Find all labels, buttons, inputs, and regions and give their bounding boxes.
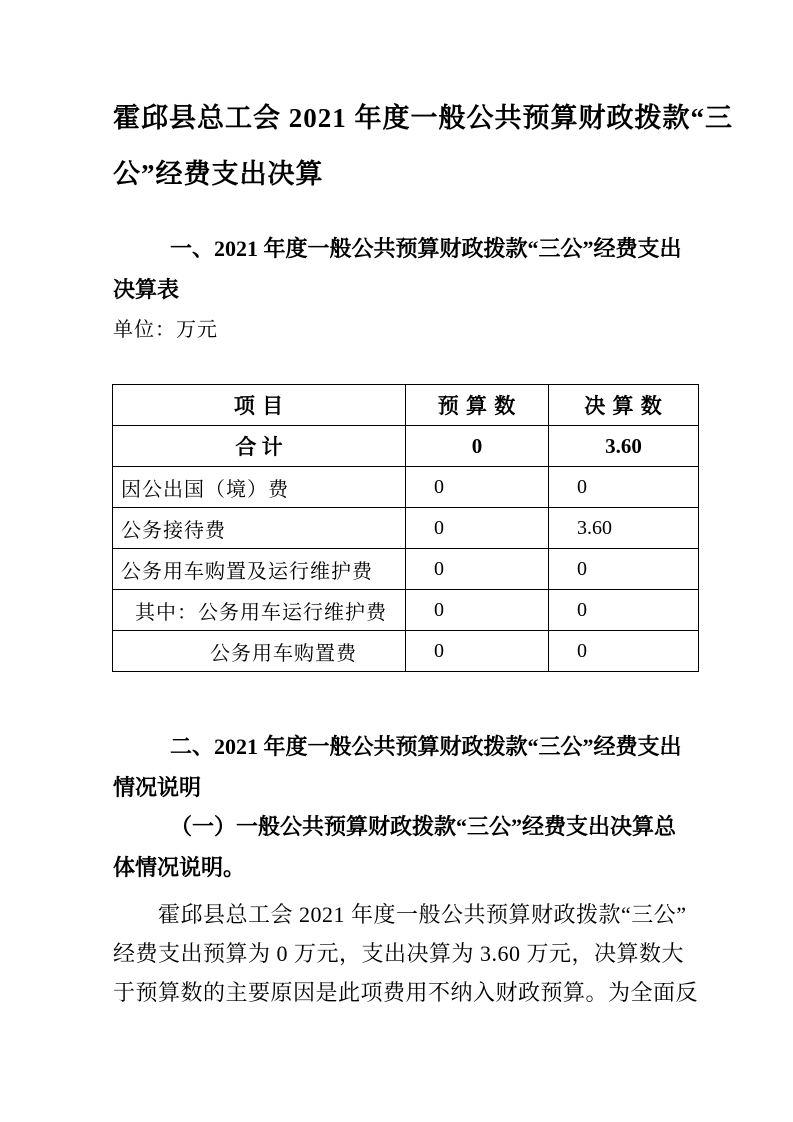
section2-paragraph [113,895,713,1012]
document-title-line-1: 霍邱县总工会 2021 年度一般公共预算财政拨款“三 [113,103,733,133]
section1-heading-line-2: 决算表 [113,277,180,302]
cell-budget-total: 0 [406,426,549,467]
cell-item-vehicle-total: 公务用车购置及运行维护费 [113,549,406,590]
table-row-vehicle-purchase [113,631,699,672]
cell-final-reception: 3.60 [549,508,699,549]
cell-budget-vehicle-purchase: 0 [406,631,549,672]
section2-subheading [113,806,713,888]
section2-heading [113,726,713,808]
column-header-item: 项 目 [113,385,406,426]
document-title-line-2: 公”经费支出决算 [113,159,324,189]
table-row-total [113,426,699,467]
table-row-reception [113,508,699,549]
cell-item-total: 合 计 [113,426,406,467]
cell-final-vehicle-total: 0 [549,549,699,590]
section1-heading [113,228,713,310]
paragraph-line-3: 于预算数的主要原因是此项费用不纳入财政预算。为全面反 [113,980,699,1005]
cell-final-vehicle-maintenance: 0 [549,590,699,631]
cell-final-total: 3.60 [549,426,699,467]
cell-final-abroad: 0 [549,467,699,508]
cell-budget-vehicle-maintenance: 0 [406,590,549,631]
cell-budget-reception: 0 [406,508,549,549]
column-header-final: 决 算 数 [549,385,699,426]
unit-label: 单位：万元 [113,319,218,341]
section2-subheading-line-1: （一）一般公共预算财政拨款“三公”经费支出决算总 [170,814,677,839]
table-row-vehicle-total [113,549,699,590]
section2-subheading-line-2: 体情况说明。 [113,855,246,880]
section2-heading-line-2: 情况说明 [113,775,202,800]
cell-budget-vehicle-total: 0 [406,549,549,590]
cell-final-vehicle-purchase: 0 [549,631,699,672]
paragraph-line-2: 经费支出预算为 0 万元，支出决算为 3.60 万元，决算数大 [113,941,685,966]
cell-item-vehicle-maintenance: 其中：公务用车运行维护费 [113,590,406,631]
cell-item-abroad: 因公出国（境）费 [113,467,406,508]
table-row-abroad [113,467,699,508]
paragraph-line-1: 霍邱县总工会 2021 年度一般公共预算财政拨款“三公” [158,902,687,927]
document-title [113,90,733,202]
cell-budget-abroad: 0 [406,467,549,508]
section1-heading-line-1: 一、2021 年度一般公共预算财政拨款“三公”经费支出 [170,236,682,261]
table-header-row [113,385,699,426]
cell-item-vehicle-purchase: 公务用车购置费 [113,631,406,672]
three-public-expense-table [112,384,699,672]
section2-heading-line-1: 二、2021 年度一般公共预算财政拨款“三公”经费支出 [170,734,682,759]
column-header-budget: 预 算 数 [406,385,549,426]
table-row-vehicle-maintenance [113,590,699,631]
cell-item-reception: 公务接待费 [113,508,406,549]
